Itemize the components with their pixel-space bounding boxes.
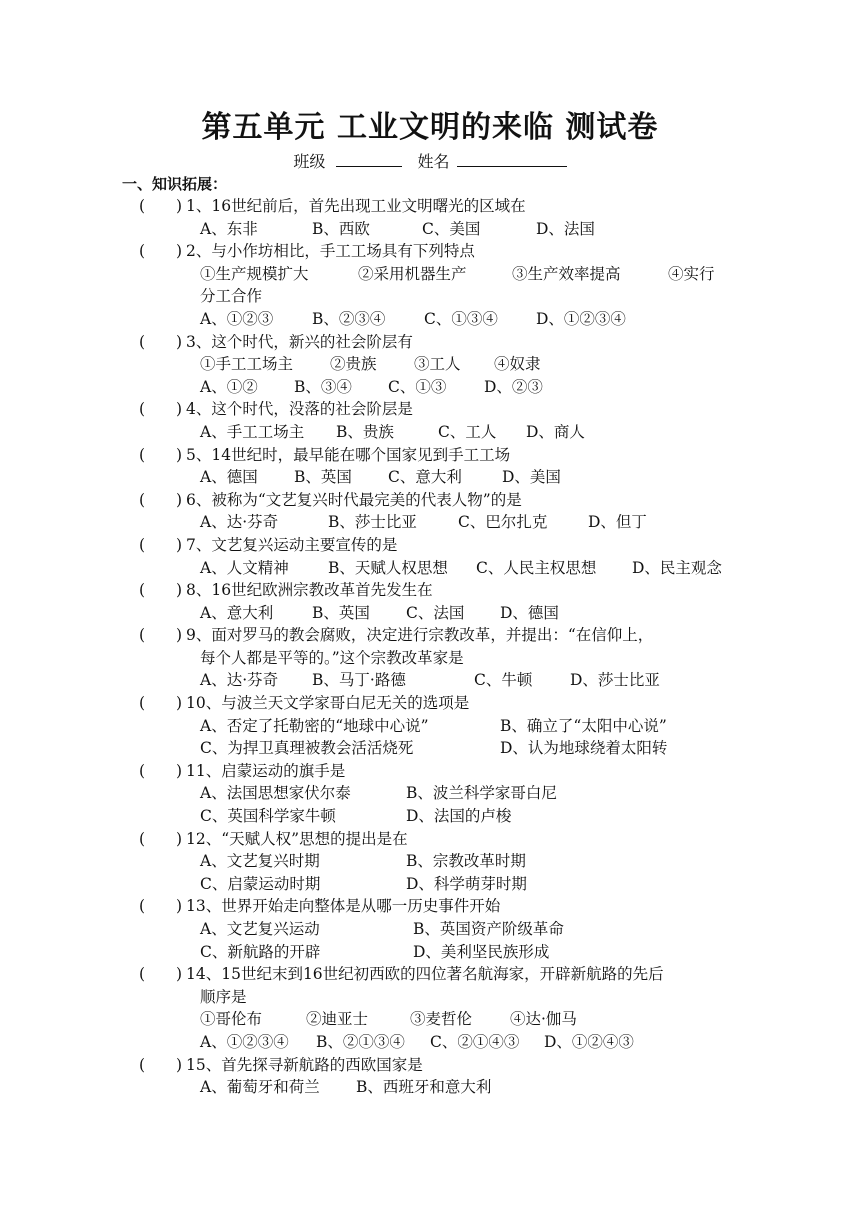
answer-option[interactable]: B、英国 (294, 468, 352, 487)
answer-option[interactable]: C、意大利 (388, 468, 462, 487)
question-stem-line (0, 895, 860, 918)
answer-option[interactable]: D、但丁 (588, 513, 647, 532)
answer-option[interactable]: C、美国 (422, 219, 481, 238)
option-row (0, 873, 860, 896)
option-row (0, 737, 860, 760)
answer-option[interactable]: A、德国 (200, 468, 258, 487)
question-2 (0, 240, 860, 330)
answer-option[interactable]: B、天赋人权思想 (328, 558, 448, 577)
question-stem-continuation (0, 986, 860, 1009)
answer-option[interactable]: D、莎士比亚 (570, 671, 660, 690)
question-stem: 13、世界开始走向整体是从哪一历史事件开始 (186, 897, 501, 916)
question-stem-continuation (0, 285, 860, 308)
answer-bracket[interactable]: ( ) (139, 761, 183, 780)
answer-option[interactable]: D、德国 (500, 603, 559, 622)
question-3 (0, 331, 860, 399)
answer-bracket[interactable]: ( ) (139, 581, 183, 600)
option-row (0, 308, 860, 331)
question-stem: 15、首先探寻新航路的西欧国家是 (186, 1055, 423, 1074)
class-name-line (0, 149, 860, 174)
question-stem-line (0, 534, 860, 557)
name-blank[interactable] (457, 149, 567, 167)
question-4 (0, 398, 860, 443)
class-label: 班级 (293, 152, 326, 171)
page-title: 第五单元 工业文明的来临 测试卷 (201, 110, 659, 145)
question-stem-line (0, 692, 860, 715)
name-label: 姓名 (417, 152, 450, 171)
option-row (0, 782, 860, 805)
answer-option[interactable]: A、①②③ (200, 309, 274, 328)
answer-option[interactable]: C、牛顿 (474, 671, 533, 690)
question-stem: 1、16世纪前后，首先出现工业文明曙光的区域在 (186, 197, 526, 215)
answer-option[interactable]: B、波兰科学家哥白尼 (406, 784, 557, 803)
answer-option[interactable]: A、①② (200, 377, 258, 396)
answer-option[interactable]: C、②①④③ (430, 1032, 520, 1051)
answer-option[interactable]: A、人文精神 (200, 558, 289, 577)
question-stem-line (0, 195, 860, 218)
question-stem-text: 顺序是 (200, 987, 247, 1006)
question-stem-line (0, 624, 860, 647)
statement-item: ①手工工场主 (200, 355, 294, 374)
answer-option[interactable]: C、工人 (438, 422, 497, 441)
answer-option[interactable]: C、启蒙运动时期 (200, 874, 321, 893)
question-stem: 9、面对罗马的教会腐败，决定进行宗教改革，并提出：“在信仰上， (186, 626, 654, 645)
option-row (0, 557, 860, 580)
option-row (0, 850, 860, 873)
option-row (0, 466, 860, 489)
question-stem-line (0, 444, 860, 467)
question-stem: 2、与小作坊相比，手工工场具有下列特点 (186, 242, 475, 261)
question-6 (0, 489, 860, 534)
answer-bracket[interactable]: ( ) (139, 332, 183, 351)
answer-option[interactable]: B、西班牙和意大利 (356, 1078, 492, 1097)
answer-bracket[interactable]: ( ) (139, 965, 183, 984)
option-row (0, 376, 860, 399)
statement-item: ②采用机器生产 (358, 264, 467, 283)
answer-option[interactable]: C、巴尔扎克 (458, 513, 548, 532)
answer-option[interactable]: C、新航路的开辟 (200, 942, 321, 961)
question-15 (0, 1054, 860, 1099)
answer-bracket[interactable]: ( ) (139, 694, 183, 713)
statement-item: ③生产效率提高 (512, 264, 621, 283)
answer-option[interactable]: D、美利坚民族形成 (413, 942, 550, 961)
option-row (0, 805, 860, 828)
answer-option[interactable]: C、英国科学家牛顿 (200, 807, 336, 826)
question-stem: 7、文艺复兴运动主要宣传的是 (186, 535, 398, 554)
answer-bracket[interactable]: ( ) (139, 242, 183, 261)
class-blank[interactable] (336, 149, 402, 167)
option-row (0, 263, 860, 286)
answer-option[interactable]: B、莎士比亚 (328, 513, 417, 532)
answer-option[interactable]: D、认为地球绕着太阳转 (500, 739, 668, 758)
option-row (0, 918, 860, 941)
option-row (0, 1076, 860, 1099)
answer-option[interactable]: A、意大利 (200, 603, 274, 622)
answer-bracket[interactable]: ( ) (139, 400, 183, 419)
answer-bracket[interactable]: ( ) (139, 897, 183, 916)
question-stem-line (0, 398, 860, 421)
question-stem-line (0, 760, 860, 783)
question-stem-line (0, 828, 860, 851)
answer-option[interactable]: D、②③ (484, 377, 543, 396)
answer-bracket[interactable]: ( ) (139, 626, 183, 645)
answer-option[interactable]: A、否定了托勒密的“地球中心说” (200, 716, 429, 735)
question-stem: 4、这个时代，没落的社会阶层是 (186, 400, 413, 419)
answer-option[interactable]: B、确立了“太阳中心说” (500, 716, 667, 735)
question-stem-line (0, 579, 860, 602)
question-stem: 8、16世纪欧洲宗教改革首先发生在 (186, 581, 433, 600)
question-stem: 10、与波兰天文学家哥白尼无关的选项是 (186, 694, 470, 713)
answer-option[interactable]: D、商人 (526, 422, 585, 441)
section-title: 一、知识拓展： (122, 175, 228, 193)
question-stem: 12、“天赋人权”思想的提出是在 (186, 829, 408, 848)
option-row (0, 669, 860, 692)
option-row (0, 602, 860, 625)
answer-bracket[interactable]: ( ) (139, 445, 183, 464)
question-stem: 6、被称为“文艺复兴时代最完美的代表人物”的是 (186, 490, 522, 509)
question-14 (0, 963, 860, 1053)
question-stem-line (0, 240, 860, 263)
answer-option[interactable]: D、科学萌芽时期 (406, 874, 527, 893)
answer-option[interactable]: A、达·芬奇 (200, 671, 279, 690)
answer-option[interactable]: B、②③④ (312, 309, 386, 328)
answer-option[interactable]: A、达·芬奇 (200, 513, 279, 532)
answer-option[interactable]: D、民主观念 (632, 558, 722, 577)
question-1 (0, 195, 860, 240)
option-row (0, 1031, 860, 1054)
answer-option[interactable]: C、①③④ (424, 309, 498, 328)
statement-item: ④实行 (668, 264, 715, 283)
answer-bracket[interactable]: ( ) (139, 490, 183, 509)
answer-option[interactable]: D、法国 (536, 219, 595, 238)
statement-item: ④奴隶 (494, 355, 541, 374)
answer-option[interactable]: B、英国 (312, 603, 370, 622)
statement-item: ④达·伽马 (510, 1010, 577, 1029)
option-row (0, 941, 860, 964)
answer-bracket[interactable]: ( ) (139, 197, 183, 215)
option-row (0, 1008, 860, 1031)
statement-item: ②贵族 (330, 355, 377, 374)
statement-item: ③工人 (414, 355, 461, 374)
answer-option[interactable]: A、葡萄牙和荷兰 (200, 1078, 320, 1097)
answer-option[interactable]: D、①②③④ (536, 309, 626, 328)
answer-bracket[interactable]: ( ) (139, 535, 183, 554)
option-row (0, 715, 860, 738)
question-stem-continuation (0, 647, 860, 670)
answer-option[interactable]: A、文艺复兴时期 (200, 852, 320, 871)
answer-option[interactable]: D、①②④③ (544, 1032, 634, 1051)
answer-option[interactable]: B、马丁·路德 (312, 671, 406, 690)
question-stem-line (0, 331, 860, 354)
answer-option[interactable]: B、英国资产阶级革命 (413, 920, 564, 938)
question-5 (0, 444, 860, 489)
question-13 (0, 895, 860, 963)
answer-option[interactable]: D、法国的卢梭 (406, 807, 512, 826)
answer-option[interactable]: A、文艺复兴运动 (200, 920, 320, 938)
answer-option[interactable]: B、③④ (294, 377, 352, 396)
answer-option[interactable]: B、②①③④ (316, 1032, 405, 1051)
question-stem-text: 每个人都是平等的。”这个宗教改革家是 (200, 648, 464, 667)
option-row (0, 511, 860, 534)
question-stem-line (0, 489, 860, 512)
option-row (0, 218, 860, 241)
question-10 (0, 692, 860, 760)
answer-option[interactable]: A、东非 (200, 219, 258, 238)
statement-item: ③麦哲伦 (410, 1010, 473, 1029)
answer-option[interactable]: A、①②③④ (200, 1032, 289, 1051)
statement-item: ①生产规模扩大 (200, 264, 309, 283)
option-row (0, 353, 860, 376)
answer-bracket[interactable]: ( ) (139, 829, 183, 848)
statement-item: ①哥伦布 (200, 1010, 263, 1029)
question-9 (0, 624, 860, 692)
question-stem-line (0, 1054, 860, 1077)
answer-option[interactable]: B、宗教改革时期 (406, 852, 526, 871)
answer-option[interactable]: B、贵族 (336, 422, 394, 441)
answer-bracket[interactable]: ( ) (139, 1055, 183, 1074)
question-stem-text: 分工合作 (200, 287, 263, 306)
answer-option[interactable]: A、手工工场主 (200, 422, 305, 441)
answer-option[interactable]: A、法国思想家伏尔泰 (200, 784, 351, 803)
answer-option[interactable]: C、人民主权思想 (476, 558, 597, 577)
question-7 (0, 534, 860, 579)
question-8 (0, 579, 860, 624)
question-stem: 11、启蒙运动的旗手是 (186, 761, 346, 780)
question-stem-line (0, 963, 860, 986)
question-11 (0, 760, 860, 828)
question-stem: 5、14世纪时，最早能在哪个国家见到手工工场 (186, 445, 511, 464)
answer-option[interactable]: B、西欧 (312, 219, 370, 238)
question-12 (0, 828, 860, 896)
question-stem: 14、15世纪末到16世纪初西欧的四位著名航海家，开辟新航路的先后 (186, 965, 664, 984)
option-row (0, 421, 860, 444)
answer-option[interactable]: C、①③ (388, 377, 447, 396)
question-stem: 3、这个时代，新兴的社会阶层有 (186, 332, 413, 351)
answer-option[interactable]: D、美国 (502, 468, 561, 487)
answer-option[interactable]: C、为捍卫真理被教会活活烧死 (200, 739, 414, 758)
question-list (0, 195, 860, 1099)
answer-option[interactable]: C、法国 (406, 603, 465, 622)
statement-item: ②迪亚士 (306, 1010, 369, 1029)
